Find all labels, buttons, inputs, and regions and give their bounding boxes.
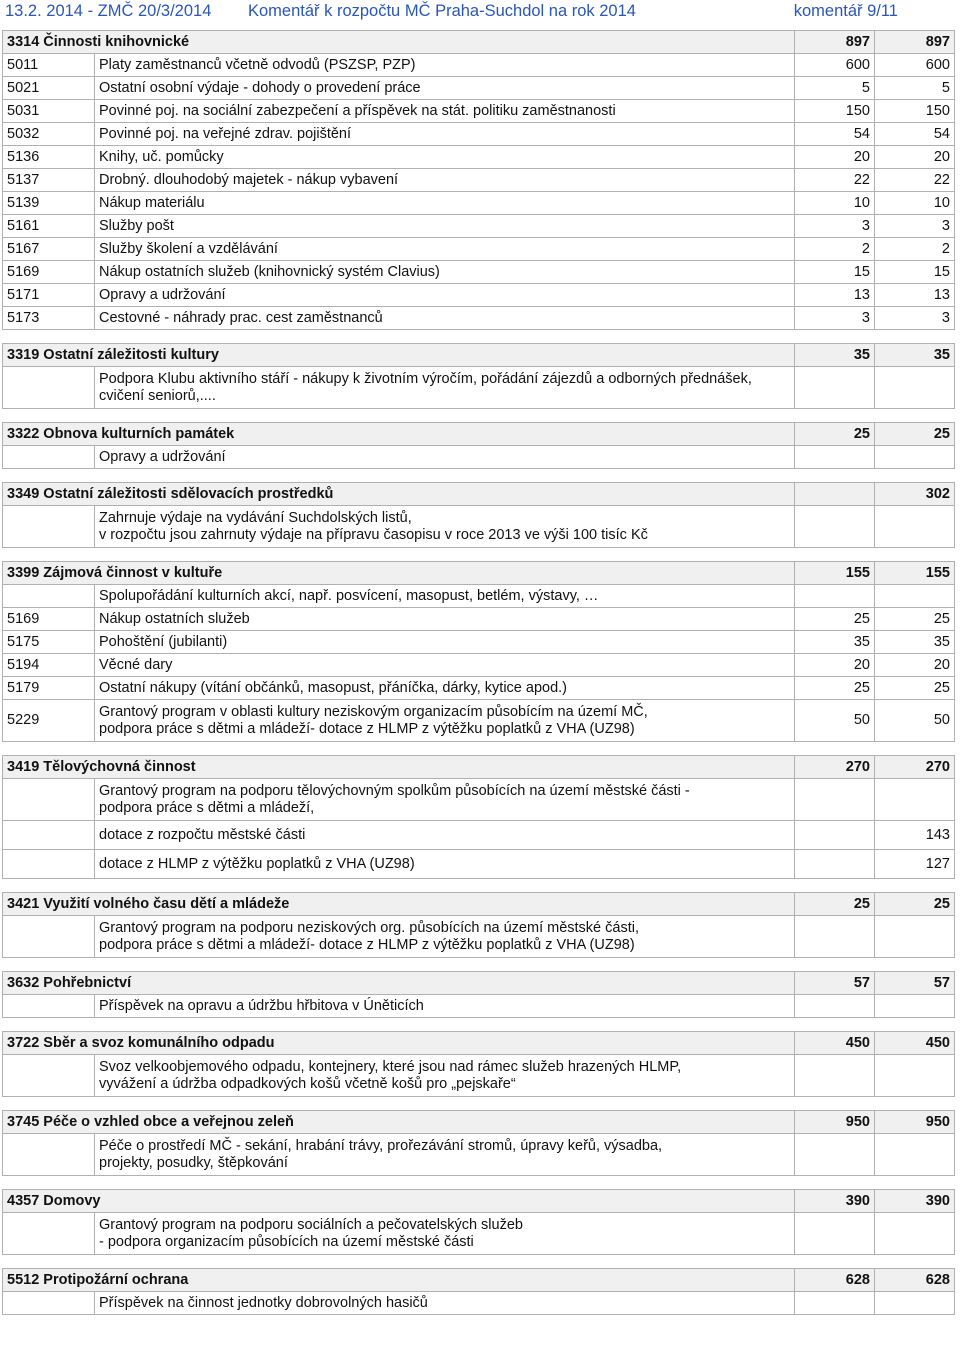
line-item-value: 25 (795, 608, 875, 631)
section-3314 (3, 31, 955, 54)
line-item-text: Grantový program v oblasti kultury neziskovým organizacím působícím na území MČ, podpora práce s dětmi a mládeží- dotace z HLMP z výtěžku poplatků z VHA (UZ98) (95, 700, 795, 742)
section-note-row (3, 916, 955, 958)
section-total: 950 (875, 1111, 955, 1134)
subsidy-value: 127 (875, 850, 955, 879)
line-item-code: 5171 (3, 284, 95, 307)
section-note-row (3, 585, 955, 608)
line-item-total: 3 (875, 215, 955, 238)
section-note: Podpora Klubu aktivního stáří - nákupy k životním výročím, pořádání zájezdů a odborných přednášek, cvičení seniorů,.... (95, 367, 795, 409)
header-title: Komentář k rozpočtu MČ Praha-Suchdol na rok 2014 (248, 2, 636, 20)
section-note-row (3, 1292, 955, 1315)
section-note: Opravy a udržování (95, 446, 795, 469)
section-value (795, 483, 875, 506)
line-item-value: 22 (795, 169, 875, 192)
line-item-total: 2 (875, 238, 955, 261)
line-item-value: 20 (795, 654, 875, 677)
section-title: 3745 Péče o vzhled obce a veřejnou zeleň (3, 1111, 795, 1134)
line-item-row (3, 307, 955, 330)
line-item-row (3, 677, 955, 700)
line-item-total: 3 (875, 307, 955, 330)
line-item-row (3, 54, 955, 77)
line-item-value: 54 (795, 123, 875, 146)
line-item-total: 25 (875, 608, 955, 631)
page-header (0, 0, 960, 26)
section-note-row (3, 995, 955, 1018)
section-title: 4357 Domovy (3, 1190, 795, 1213)
section-title: 3314 Činnosti knihovnické (3, 31, 795, 54)
line-item-code: 5031 (3, 100, 95, 123)
subsidy-value: 143 (875, 821, 955, 850)
section-3632 (3, 972, 955, 995)
section-title: 5512 Protipožární ochrana (3, 1269, 795, 1292)
line-item-value: 5 (795, 77, 875, 100)
line-item-text: Nákup ostatních služeb (95, 608, 795, 631)
line-item-value: 3 (795, 307, 875, 330)
section-note-row (3, 1055, 955, 1097)
section-4357 (3, 1190, 955, 1213)
line-item-total: 150 (875, 100, 955, 123)
section-note: Příspěvek na činnost jednotky dobrovolných hasičů (95, 1292, 795, 1315)
line-item-text: Pohoštění (jubilanti) (95, 631, 795, 654)
line-item-code: 5194 (3, 654, 95, 677)
section-3421 (3, 893, 955, 916)
line-item-row (3, 215, 955, 238)
section-value: 35 (795, 344, 875, 367)
section-title: 3722 Sběr a svoz komunálního odpadu (3, 1032, 795, 1055)
line-item-value: 2 (795, 238, 875, 261)
section-title: 3632 Pohřebnictví (3, 972, 795, 995)
section-note-row (3, 506, 955, 548)
section-value: 897 (795, 31, 875, 54)
section-3349 (3, 483, 955, 506)
line-item-row (3, 608, 955, 631)
line-item-code: 5136 (3, 146, 95, 169)
section-total: 390 (875, 1190, 955, 1213)
line-item-total: 25 (875, 677, 955, 700)
line-item-code: 5229 (3, 700, 95, 742)
section-total: 897 (875, 31, 955, 54)
line-item-row (3, 654, 955, 677)
section-total: 270 (875, 756, 955, 779)
section-value: 390 (795, 1190, 875, 1213)
section-total: 25 (875, 423, 955, 446)
section-note-row (3, 1134, 955, 1176)
section-note: Grantový program na podporu sociálních a pečovatelských služeb - podpora organizacím působících na území městské části (95, 1213, 795, 1255)
line-item-row (3, 261, 955, 284)
line-item-total: 15 (875, 261, 955, 284)
line-item-code: 5139 (3, 192, 95, 215)
line-item-row (3, 284, 955, 307)
header-date: 13.2. 2014 - ZMČ 20/3/2014 (5, 2, 212, 20)
section-value: 950 (795, 1111, 875, 1134)
line-item-total: 22 (875, 169, 955, 192)
section-value: 25 (795, 423, 875, 446)
line-item-total: 600 (875, 54, 955, 77)
section-note: Příspěvek na opravu a údržbu hřbitova v Úněticích (95, 995, 795, 1018)
line-item-total: 13 (875, 284, 955, 307)
section-title: 3419 Tělovýchovná činnost (3, 756, 795, 779)
line-item-text: Nákup materiálu (95, 192, 795, 215)
section-3399-items (3, 608, 955, 742)
line-item-text: Knihy, uč. pomůcky (95, 146, 795, 169)
line-item-code: 5161 (3, 215, 95, 238)
section-3419 (3, 756, 955, 779)
line-item-code: 5137 (3, 169, 95, 192)
section-3322 (3, 423, 955, 446)
line-item-total: 10 (875, 192, 955, 215)
section-title: 3319 Ostatní záležitosti kultury (3, 344, 795, 367)
section-note: Grantový program na podporu neziskových org. působících na území městské části, podpora práce s dětmi a mládeží- dotace z HLMP z výtěžku poplatků z VHA (UZ98) (95, 916, 795, 958)
section-3745 (3, 1111, 955, 1134)
line-item-total: 35 (875, 631, 955, 654)
line-item-code: 5021 (3, 77, 95, 100)
line-item-code: 5011 (3, 54, 95, 77)
line-item-text: Platy zaměstnanců včetně odvodů (PSZSP, PZP) (95, 54, 795, 77)
header-page-number: komentář 9/11 (793, 2, 898, 20)
section-note: Spolupořádání kulturních akcí, např. posvícení, masopust, betlém, výstavy, … (95, 585, 795, 608)
line-item-row (3, 238, 955, 261)
subsidy-label: dotace z HLMP z výtěžku poplatků z VHA (UZ98) (95, 850, 795, 879)
line-item-total: 20 (875, 146, 955, 169)
section-3314-items (3, 54, 955, 330)
line-item-text: Opravy a udržování (95, 284, 795, 307)
section-3399 (3, 562, 955, 585)
line-item-value: 600 (795, 54, 875, 77)
line-item-value: 10 (795, 192, 875, 215)
line-item-code: 5167 (3, 238, 95, 261)
line-item-text: Povinné poj. na sociální zabezpečení a příspěvek na stát. politiku zaměstnanosti (95, 100, 795, 123)
section-total: 155 (875, 562, 955, 585)
budget-table (2, 30, 955, 1315)
line-item-code: 5169 (3, 608, 95, 631)
line-item-text: Drobný. dlouhodobý majetek - nákup vybavení (95, 169, 795, 192)
line-item-total: 5 (875, 77, 955, 100)
subsidy-row (3, 821, 955, 850)
section-note: Péče o prostředí MČ - sekání, hrabání trávy, prořezávání stromů, úpravy keřů, výsadba, projekty, posudky, štěpkování (95, 1134, 795, 1176)
section-total: 35 (875, 344, 955, 367)
subsidy-row (3, 850, 955, 879)
section-value: 450 (795, 1032, 875, 1055)
section-title: 3349 Ostatní záležitosti sdělovacích prostředků (3, 483, 795, 506)
line-item-total: 20 (875, 654, 955, 677)
line-item-text: Služby pošt (95, 215, 795, 238)
section-total: 450 (875, 1032, 955, 1055)
line-item-value: 13 (795, 284, 875, 307)
line-item-value: 25 (795, 677, 875, 700)
section-note-row (3, 779, 955, 821)
line-item-value: 35 (795, 631, 875, 654)
section-title: 3399 Zájmová činnost v kultuře (3, 562, 795, 585)
line-item-row (3, 77, 955, 100)
line-item-text: Ostatní osobní výdaje - dohody o provedení práce (95, 77, 795, 100)
section-value: 25 (795, 893, 875, 916)
line-item-text: Nákup ostatních služeb (knihovnický systém Clavius) (95, 261, 795, 284)
section-total: 25 (875, 893, 955, 916)
section-value: 270 (795, 756, 875, 779)
line-item-row (3, 123, 955, 146)
section-note-row (3, 1213, 955, 1255)
line-item-text: Věcné dary (95, 654, 795, 677)
section-note: Grantový program na podporu tělovýchovným spolkům působících na území městské části - podpora práce s dětmi a mládeží, (95, 779, 795, 821)
line-item-row (3, 192, 955, 215)
section-value: 155 (795, 562, 875, 585)
line-item-row (3, 631, 955, 654)
line-item-total: 50 (875, 700, 955, 742)
line-item-text: Cestovné - náhrady prac. cest zaměstnanců (95, 307, 795, 330)
section-value: 628 (795, 1269, 875, 1292)
subsidy-label: dotace z rozpočtu městské části (95, 821, 795, 850)
section-note: Zahrnuje výdaje na vydávání Suchdolských listů, v rozpočtu jsou zahrnuty výdaje na přípravu časopisu v roce 2013 ve výši 100 tisíc Kč (95, 506, 795, 548)
line-item-text: Povinné poj. na veřejné zdrav. pojištění (95, 123, 795, 146)
line-item-value: 50 (795, 700, 875, 742)
line-item-code: 5175 (3, 631, 95, 654)
line-item-total: 54 (875, 123, 955, 146)
section-3722 (3, 1032, 955, 1055)
line-item-value: 15 (795, 261, 875, 284)
line-item-row (3, 100, 955, 123)
line-item-code: 5032 (3, 123, 95, 146)
line-item-text: Služby školení a vzdělávání (95, 238, 795, 261)
line-item-value: 150 (795, 100, 875, 123)
section-note-row (3, 367, 955, 409)
section-total: 628 (875, 1269, 955, 1292)
section-note: Svoz velkoobjemového odpadu, kontejnery, které jsou nad rámec služeb hrazených HLMP, vyvážení a údržba odpadkových košů včetně košů pro „pejskaře“ (95, 1055, 795, 1097)
line-item-text: Ostatní nákupy (vítání občánků, masopust, přáníčka, dárky, kytice apod.) (95, 677, 795, 700)
line-item-code: 5173 (3, 307, 95, 330)
line-item-row (3, 169, 955, 192)
line-item-code: 5169 (3, 261, 95, 284)
section-3319 (3, 344, 955, 367)
line-item-value: 20 (795, 146, 875, 169)
line-item-row (3, 146, 955, 169)
section-title: 3322 Obnova kulturních památek (3, 423, 795, 446)
line-item-code: 5179 (3, 677, 95, 700)
section-note-row (3, 446, 955, 469)
line-item-row (3, 700, 955, 742)
section-total: 57 (875, 972, 955, 995)
section-value: 57 (795, 972, 875, 995)
section-title: 3421 Využití volného času dětí a mládeže (3, 893, 795, 916)
section-total: 302 (875, 483, 955, 506)
line-item-value: 3 (795, 215, 875, 238)
section-5512 (3, 1269, 955, 1292)
